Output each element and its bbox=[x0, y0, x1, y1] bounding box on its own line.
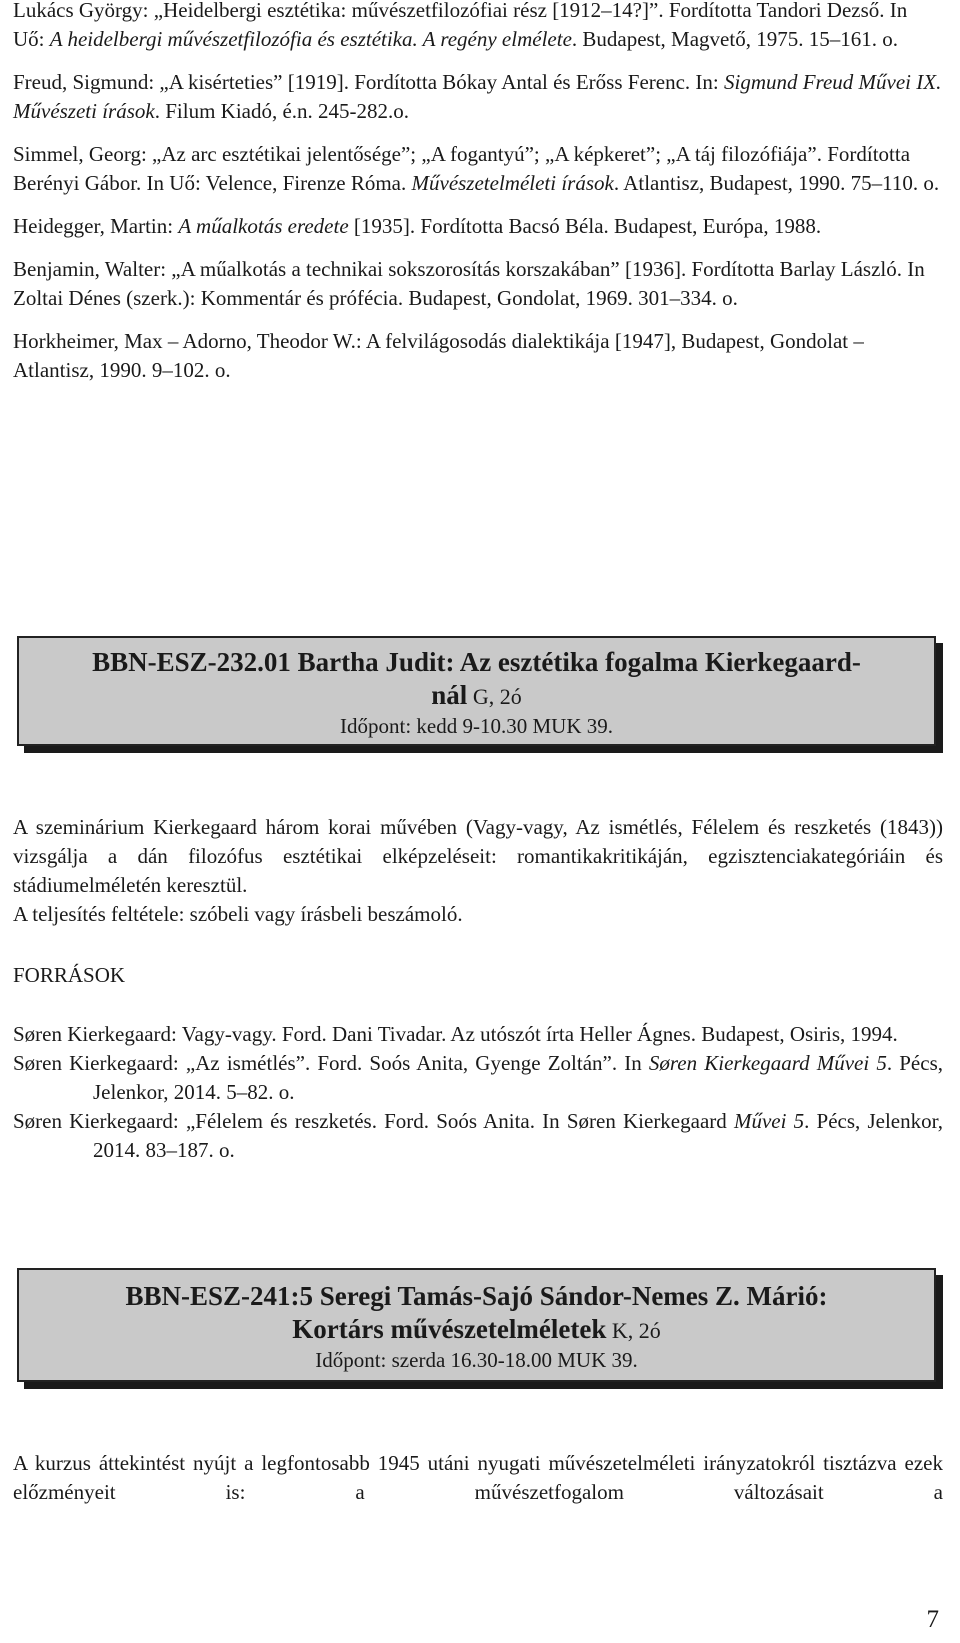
reference-text: [1935]. Fordította Bacsó Béla. Budapest, Európa, 1988. bbox=[348, 214, 822, 238]
course-title-continued: nál G, 2ó bbox=[431, 680, 522, 710]
italic-title-text: Művészetelméleti írások bbox=[411, 171, 614, 195]
sources-list bbox=[13, 1020, 943, 1165]
course-description: A szeminárium Kierkegaard három korai művében (Vagy-vagy, Az ismétlés, Félelem és reszketés (1843)) vizsgálja a dán filozófus esztétikai elképzeléseit: romantikakritikáján, egzisztenciakategóriáin és stádiumelméletén keresztül. bbox=[13, 815, 943, 897]
reference-text: Søren Kierkegaard: Vagy-vagy. Ford. Dani Tivadar. Az utószót írta Heller Ágnes. Budapest, Osiris, 1994. bbox=[13, 1022, 898, 1046]
course-code-suffix: G, 2ó bbox=[467, 684, 522, 709]
reference-lukacs bbox=[13, 0, 943, 54]
page-number: 7 bbox=[926, 1606, 939, 1633]
italic-title-text: Sigmund Freud Művei IX. Művészeti írások bbox=[13, 70, 942, 123]
reference-freud bbox=[13, 68, 943, 126]
reference-text: Benjamin, Walter: „A műalkotás a technikai sokszorosítás korszakában” [1936]. Fordította Barlay László. In Zoltai Dénes (szerk.): Kommentár és prófécia. Budapest, Gondolat, 1969. 301–334. o. bbox=[13, 257, 925, 310]
reference-text: . Budapest, Magvető, 1975. 15–161. o. bbox=[571, 27, 898, 51]
reference-horkheimer bbox=[13, 327, 943, 385]
reference-text: Søren Kierkegaard: „Az ismétlés”. Ford. Soós Anita, Gyenge Zoltán”. In bbox=[13, 1051, 649, 1075]
course-time: Időpont: szerda 16.30-18.00 MUK 39. bbox=[315, 1348, 638, 1372]
reference-text: Horkheimer, Max – Adorno, Theodor W.: A felvilágosodás dialektikája [1947], Budapest, Gondolat – Atlantisz, 1990. 9–102. o. bbox=[13, 329, 864, 382]
course-header-box-kortars bbox=[17, 1268, 936, 1382]
italic-title-text: A heidelbergi művészetfilozófia és esztétika. A regény elmélete bbox=[49, 27, 572, 51]
italic-title-text: Søren Kierkegaard Művei 5 bbox=[648, 1051, 887, 1075]
course-time: Időpont: kedd 9-10.30 MUK 39. bbox=[340, 714, 613, 738]
reference-benjamin bbox=[13, 255, 943, 313]
course-requirement: A teljesítés feltétele: szóbeli vagy írásbeli beszámoló. bbox=[13, 902, 463, 926]
sources-heading: FORRÁSOK bbox=[13, 963, 126, 987]
reference-text: . Pécs, Jelenkor, 2014. 5–82. o. bbox=[93, 1051, 943, 1104]
course-title: BBN-ESZ-241:5 Seregi Tamás-Sajó Sándor-Nemes Z. Márió: bbox=[125, 1281, 828, 1311]
course-title-continued: Kortárs művészetelméletek K, 2ó bbox=[292, 1314, 661, 1344]
course-section-kierkegaard bbox=[13, 813, 943, 1165]
reference-text: Søren Kierkegaard: „Félelem és reszketés. Ford. Soós Anita. In Søren Kierkegaard bbox=[13, 1109, 734, 1133]
reference-text: Heidegger, Martin: bbox=[13, 214, 179, 238]
reference-simmel bbox=[13, 140, 943, 198]
course-section-kortars bbox=[13, 1449, 943, 1507]
course-header-box-kierkegaard bbox=[17, 636, 936, 746]
top-reference-list bbox=[13, 0, 943, 385]
reference-text: Simmel, Georg: „Az arc esztétikai jelentősége”; „A fogantyú”; „A képkeret”; „A táj filozófiája”. Fordította Berényi Gábor. In Uő: Velence, Firenze Róma. bbox=[13, 142, 911, 195]
course-code-suffix: K, 2ó bbox=[606, 1318, 661, 1343]
source-item bbox=[13, 1049, 943, 1107]
reference-heidegger bbox=[13, 212, 943, 241]
italic-title-text: A műalkotás eredete bbox=[178, 214, 349, 238]
source-item bbox=[13, 1020, 943, 1049]
course-description: A kurzus áttekintést nyújt a legfontosabb 1945 utáni nyugati művészetelméleti irányzatokról tisztázva ezek előzményeit is: a művészetfogalom változásait a bbox=[13, 1451, 943, 1504]
reference-text: Lukács György: „Heidelbergi esztétika: művészetfilozófiai rész [1912–14?]”. Fordította Tandori Dezső. In Uő: bbox=[13, 0, 908, 51]
reference-text: Freud, Sigmund: „A kisérteties” [1919]. Fordította Bókay Antal és Erőss Ferenc. In: bbox=[13, 70, 724, 94]
course-title: BBN-ESZ-232.01 Bartha Judit: Az esztétika fogalma Kierkegaard- bbox=[92, 647, 861, 677]
source-item bbox=[13, 1107, 943, 1165]
italic-title-text: Művei 5 bbox=[733, 1109, 805, 1133]
reference-text: . Filum Kiadó, é.n. 245-282.o. bbox=[154, 99, 410, 123]
reference-text: . Pécs, Jelenkor, 2014. 83–187. o. bbox=[93, 1109, 943, 1162]
reference-text: . Atlantisz, Budapest, 1990. 75–110. o. bbox=[613, 171, 940, 195]
